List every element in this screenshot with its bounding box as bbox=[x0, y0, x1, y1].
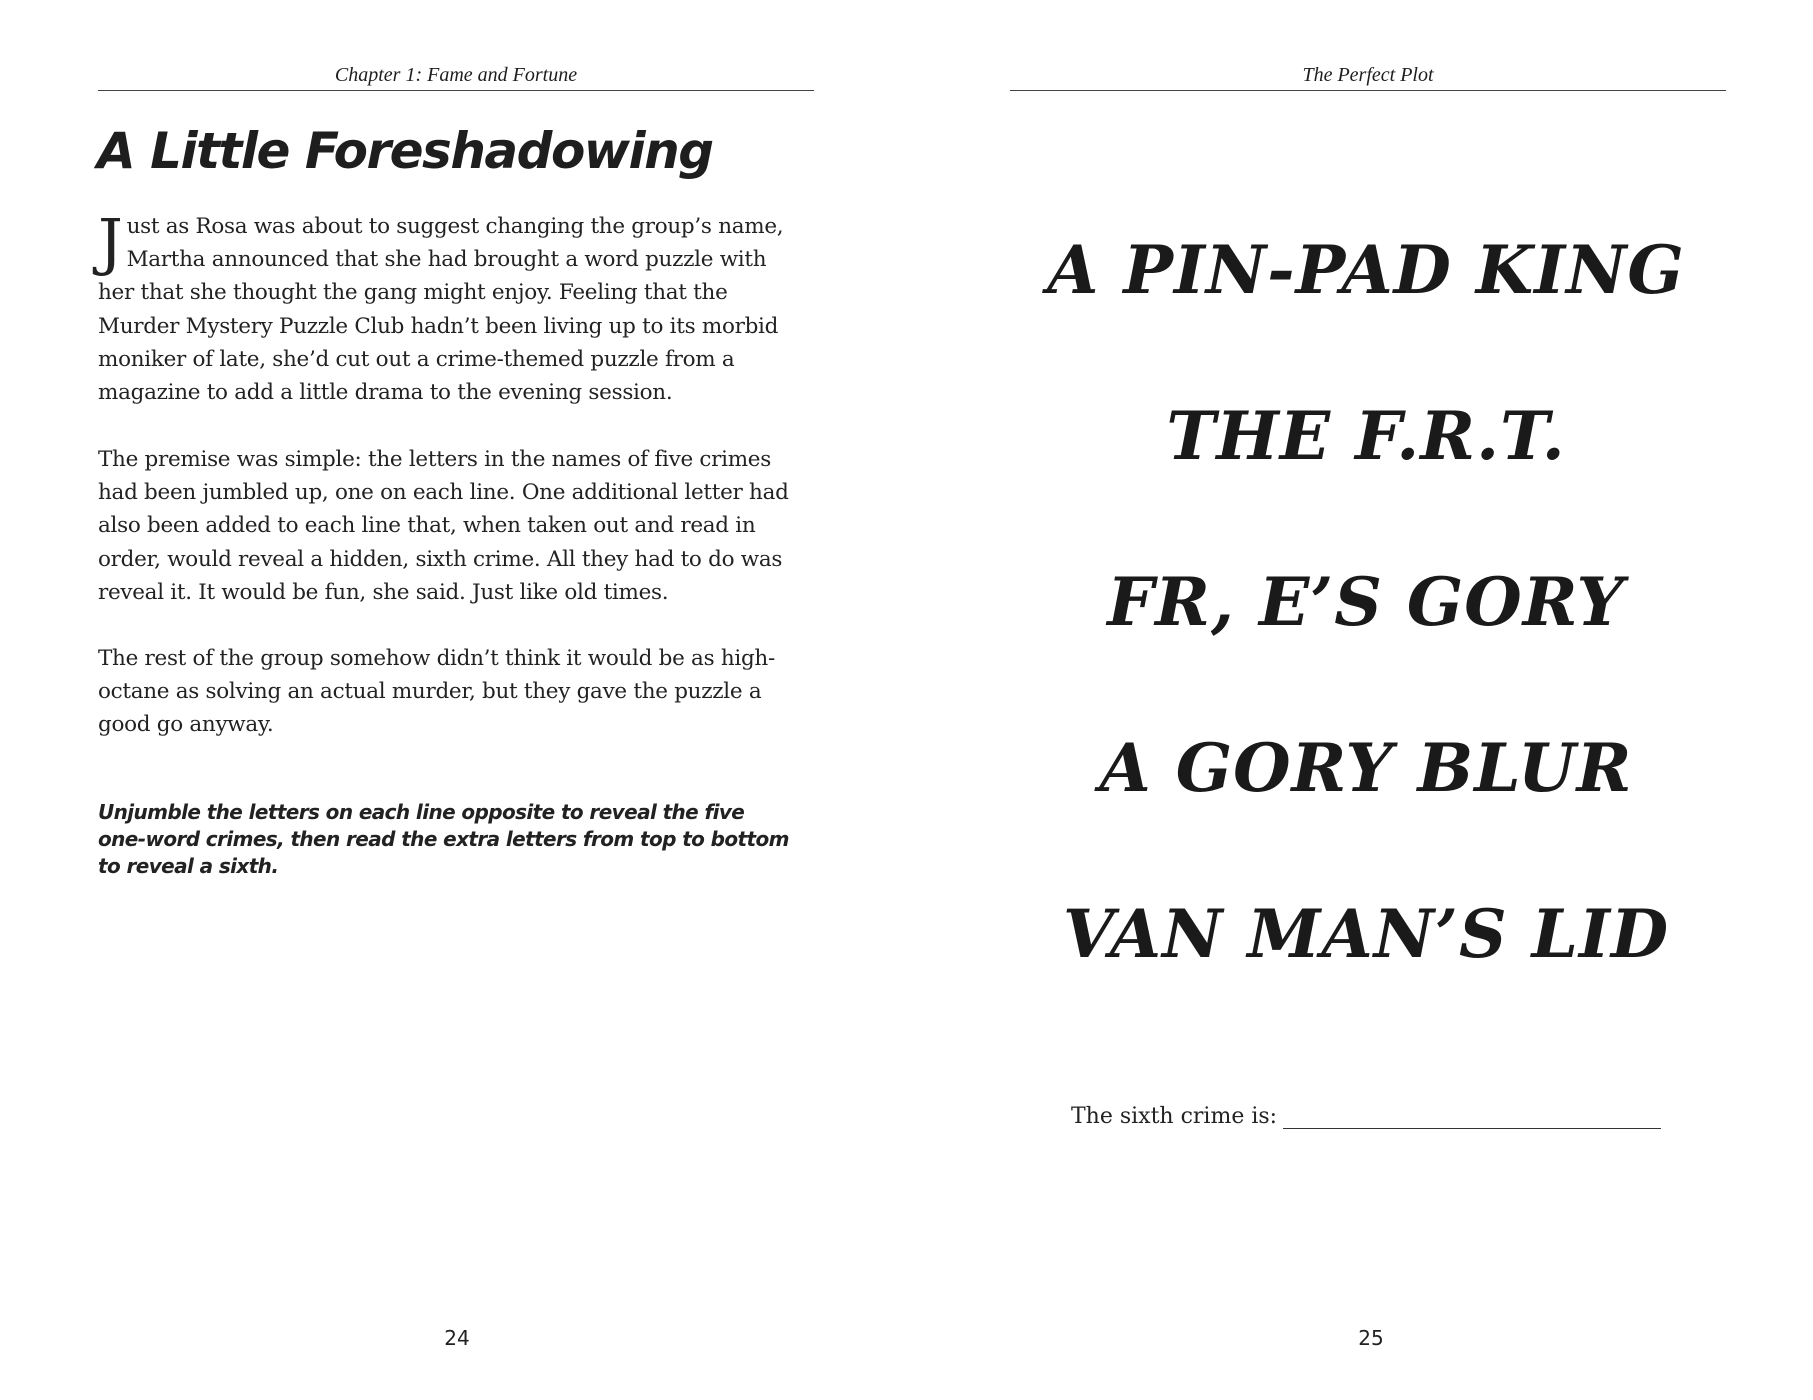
anagram-line: THE F.R.T. bbox=[1166, 397, 1566, 475]
anagram-line: A GORY BLUR bbox=[1099, 729, 1633, 807]
page-number-left: 24 bbox=[444, 1326, 470, 1350]
anagram-list bbox=[986, 220, 1746, 1050]
paragraph-2: The premise was simple: the letters in the names of five crimes had been jumbled up, one on each line. One additional letter had also been added to each line that, when taken out and read in order, would reveal a hidden, sixth crime. All they had to do was reveal it. It would be fun, she said. Just like old times. bbox=[98, 447, 789, 605]
puzzle-instruction: Unjumble the letters on each line opposite to reveal the five one-word crimes, then read the extra letters from top to bottom to reveal a sixth. bbox=[98, 800, 789, 878]
right-page bbox=[906, 0, 1812, 1400]
left-page bbox=[0, 0, 906, 1400]
answer-prompt: The sixth crime is: bbox=[1071, 1104, 1278, 1129]
drop-cap: J bbox=[98, 205, 123, 278]
anagram-line: A PIN-PAD KING bbox=[1047, 231, 1685, 309]
page-number-right: 25 bbox=[1358, 1326, 1384, 1350]
paragraph-3: The rest of the group somehow didn’t think it would be as high-octane as solving an actual murder, but they gave the puzzle a good go anyway. bbox=[98, 646, 775, 738]
running-head-right: The Perfect Plot bbox=[1010, 64, 1726, 91]
paragraph-1 bbox=[98, 205, 798, 409]
anagram-line: VAN MAN’S LID bbox=[1062, 895, 1670, 973]
answer-row bbox=[1071, 1100, 1661, 1129]
paragraph-1-text: ust as Rosa was about to suggest changing the group’s name, Martha announced that she had brought a word puzzle with her that she thought the gang might enjoy. Feeling that the Murder Mystery Puzzle Club hadn’t been living up to its morbid moniker of late, she’d cut out a crime-themed puzzle from a magazine to add a little drama to the evening session. bbox=[98, 214, 784, 406]
page-title: A Little Foreshadowing bbox=[97, 122, 713, 180]
answer-blank-line[interactable] bbox=[1283, 1100, 1661, 1129]
running-head-left: Chapter 1: Fame and Fortune bbox=[98, 64, 814, 91]
anagram-line: FR, E’S GORY bbox=[1107, 563, 1625, 641]
